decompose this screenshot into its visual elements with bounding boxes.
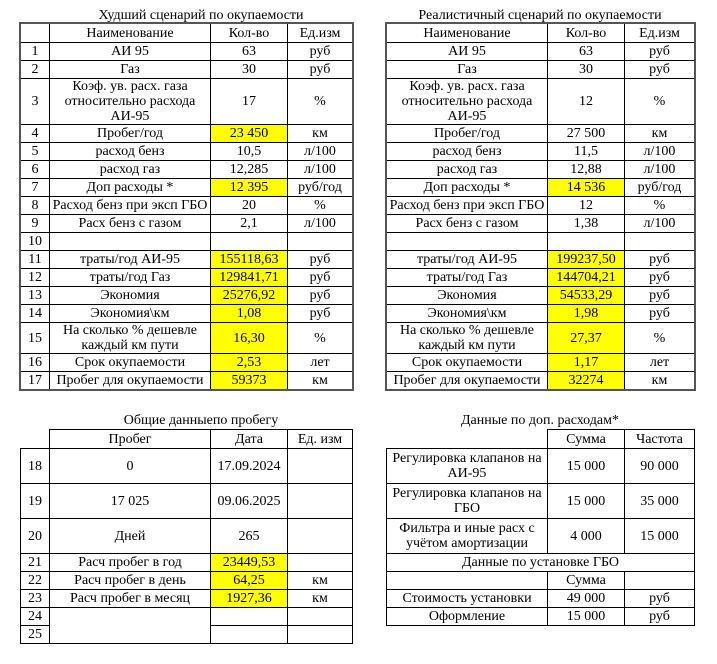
unit-cell[interactable]: руб: [625, 287, 695, 305]
qty-cell[interactable]: 17: [211, 79, 288, 125]
name-cell[interactable]: АИ 95: [387, 43, 548, 61]
name-cell[interactable]: траты/год АИ-95: [387, 251, 548, 269]
name-cell[interactable]: Расход бенз при эксп ГБО: [387, 197, 548, 215]
extra-costs-title: Данные по доп. расходам*: [461, 413, 619, 428]
name-cell[interactable]: Доп расходы *: [387, 179, 548, 197]
unit-cell[interactable]: %: [288, 79, 353, 125]
empty-cell[interactable]: [387, 572, 548, 590]
unit-cell[interactable]: лет: [625, 354, 695, 372]
header-row: [21, 24, 353, 43]
name-cell[interactable]: [387, 233, 548, 251]
column-header[interactable]: Сумма: [548, 572, 625, 590]
corner-cell[interactable]: [387, 430, 548, 449]
column-header[interactable]: Сумма: [548, 430, 625, 449]
table-row: [387, 161, 695, 179]
name-cell[interactable]: расход бенз: [387, 143, 548, 161]
table-row: [21, 484, 353, 519]
unit-cell[interactable]: %: [625, 79, 695, 125]
row-number[interactable]: 6: [21, 161, 50, 179]
name-cell[interactable]: Расх бенз с газом: [50, 215, 211, 233]
unit-cell[interactable]: руб: [625, 43, 695, 61]
unit-cell[interactable]: км: [288, 125, 353, 143]
table-row: [21, 372, 353, 390]
name-cell[interactable]: Расх бенз с газом: [387, 215, 548, 233]
table-row: [387, 305, 695, 323]
qty-cell[interactable]: 63: [211, 43, 288, 61]
name-cell[interactable]: Дней: [50, 519, 211, 554]
unit-cell[interactable]: руб: [288, 269, 353, 287]
unit-cell[interactable]: [625, 233, 695, 251]
qty-cell[interactable]: 64,25: [211, 572, 288, 590]
qty-cell[interactable]: 25276,92: [211, 287, 288, 305]
table-row: [21, 197, 353, 215]
row-number[interactable]: 12: [21, 269, 50, 287]
name-cell[interactable]: Расч пробег в месяц: [50, 590, 211, 608]
row-number[interactable]: 18: [21, 449, 50, 484]
qty-cell[interactable]: 23 450: [211, 125, 288, 143]
qty-cell[interactable]: 2,53: [211, 354, 288, 372]
name-cell[interactable]: 17 025: [50, 484, 211, 519]
name-cell[interactable]: Расч пробег в год: [50, 554, 211, 572]
name-cell[interactable]: Срок окупаемости: [387, 354, 548, 372]
table-row: [387, 251, 695, 269]
qty-cell[interactable]: 14 536: [548, 179, 625, 197]
row-number[interactable]: 16: [21, 354, 50, 372]
unit-cell[interactable]: [288, 519, 353, 554]
table-row: [387, 197, 695, 215]
realistic-scenario-title: Реалистичный сценарий по окупаемости: [418, 8, 662, 23]
name-cell[interactable]: Пробег/год: [50, 125, 211, 143]
qty-cell[interactable]: 12 395: [211, 179, 288, 197]
unit-cell[interactable]: руб: [288, 61, 353, 79]
table-row: [387, 125, 695, 143]
column-header[interactable]: Частота: [625, 430, 695, 449]
table-row: [21, 519, 353, 554]
mileage-table: [20, 429, 353, 644]
name-cell[interactable]: Экономия: [50, 287, 211, 305]
name-cell[interactable]: Газ: [387, 61, 548, 79]
column-header[interactable]: Пробег: [50, 430, 211, 449]
table-row: [21, 323, 353, 354]
unit-cell[interactable]: руб: [625, 590, 695, 608]
qty-cell[interactable]: 30: [211, 61, 288, 79]
qty-cell[interactable]: 59373: [211, 372, 288, 390]
table-row: [387, 233, 695, 251]
unit-cell[interactable]: [288, 608, 353, 626]
column-header[interactable]: Кол-во: [211, 24, 288, 43]
table-row: [21, 269, 353, 287]
table-row: [21, 251, 353, 269]
row-number[interactable]: 23: [21, 590, 50, 608]
unit-cell[interactable]: л/100: [288, 215, 353, 233]
name-cell[interactable]: Экономия\км: [50, 305, 211, 323]
row-number[interactable]: 3: [21, 79, 50, 125]
unit-cell[interactable]: руб: [625, 305, 695, 323]
qty-cell[interactable]: 12,285: [211, 161, 288, 179]
qty-cell[interactable]: 11,5: [548, 143, 625, 161]
table-row: [21, 554, 353, 572]
qty-cell[interactable]: 10,5: [211, 143, 288, 161]
row-number[interactable]: 19: [21, 484, 50, 519]
row-number[interactable]: 17: [21, 372, 50, 390]
qty-cell[interactable]: 17.09.2024: [211, 449, 288, 484]
corner-cell[interactable]: [21, 24, 50, 43]
row-number[interactable]: 7: [21, 179, 50, 197]
name-cell[interactable]: Стоимость установки: [387, 590, 548, 608]
unit-cell[interactable]: км: [288, 590, 353, 608]
qty-cell[interactable]: 1,08: [211, 305, 288, 323]
name-cell[interactable]: Коэф. ув. расх. газа относительно расхода АИ-95: [387, 79, 548, 125]
table-row: [387, 179, 695, 197]
column-header[interactable]: Наименование: [387, 24, 548, 43]
table-row: [387, 590, 695, 608]
qty-cell[interactable]: [211, 608, 288, 626]
unit-cell[interactable]: л/100: [625, 215, 695, 233]
name-cell[interactable]: траты/год Газ: [387, 269, 548, 287]
qty-cell[interactable]: 12: [548, 197, 625, 215]
worst-scenario-title: Худший сценарий по окупаемости: [98, 8, 304, 23]
qty-cell[interactable]: 16,30: [211, 323, 288, 354]
install-header-row: [387, 572, 695, 590]
column-header[interactable]: Ед.изм: [625, 24, 695, 43]
name-cell[interactable]: Экономия: [387, 287, 548, 305]
unit-cell[interactable]: %: [288, 323, 353, 354]
name-cell[interactable]: Газ: [50, 61, 211, 79]
qty-cell[interactable]: 265: [211, 519, 288, 554]
sum-cell[interactable]: 15 000: [548, 608, 625, 626]
name-cell[interactable]: [50, 608, 211, 644]
name-cell[interactable]: Пробег для окупаемости: [50, 372, 211, 390]
column-header[interactable]: Кол-во: [548, 24, 625, 43]
column-header[interactable]: Ед.изм: [288, 24, 353, 43]
column-header[interactable]: Дата: [211, 430, 288, 449]
unit-cell[interactable]: км: [625, 372, 695, 390]
unit-cell[interactable]: л/100: [288, 161, 353, 179]
name-cell[interactable]: АИ 95: [50, 43, 211, 61]
table-row: [387, 43, 695, 61]
unit-cell[interactable]: [288, 484, 353, 519]
unit-cell[interactable]: лет: [288, 354, 353, 372]
name-cell[interactable]: Экономия\км: [387, 305, 548, 323]
name-cell[interactable]: расход бенз: [50, 143, 211, 161]
table-row: [387, 608, 695, 626]
row-number[interactable]: 9: [21, 215, 50, 233]
name-cell[interactable]: На сколько % дешевле каждый км пути: [387, 323, 548, 354]
unit-cell[interactable]: %: [625, 323, 695, 354]
table-row: [387, 79, 695, 125]
table-row: [387, 269, 695, 287]
qty-cell[interactable]: 12: [548, 79, 625, 125]
name-cell[interactable]: Регулировка клапанов на АИ-95: [387, 449, 548, 484]
table-row: [387, 484, 695, 519]
frequency-cell[interactable]: 90 000: [625, 449, 695, 484]
mileage-title: Общие данныепо пробегу: [123, 413, 279, 428]
qty-cell[interactable]: 1,98: [548, 305, 625, 323]
row-number[interactable]: 22: [21, 572, 50, 590]
table-row: [21, 143, 353, 161]
qty-cell[interactable]: 23449,53: [211, 554, 288, 572]
qty-cell[interactable]: 12,88: [548, 161, 625, 179]
unit-cell[interactable]: %: [288, 197, 353, 215]
realistic-scenario-table: [386, 23, 695, 390]
name-cell[interactable]: Регулировка клапанов на ГБО: [387, 484, 548, 519]
qty-cell[interactable]: 63: [548, 43, 625, 61]
table-row: [21, 61, 353, 79]
row-number[interactable]: 5: [21, 143, 50, 161]
table-row: [21, 608, 353, 626]
name-cell[interactable]: расход газ: [387, 161, 548, 179]
qty-cell[interactable]: 09.06.2025: [211, 484, 288, 519]
unit-cell[interactable]: руб: [625, 61, 695, 79]
header-row: [387, 24, 695, 43]
unit-cell[interactable]: [288, 233, 353, 251]
row-number[interactable]: 14: [21, 305, 50, 323]
column-header[interactable]: Наименование: [50, 24, 211, 43]
qty-cell[interactable]: 30: [548, 61, 625, 79]
sum-cell[interactable]: 4 000: [548, 519, 625, 554]
unit-cell[interactable]: %: [625, 197, 695, 215]
row-number[interactable]: 24: [21, 608, 50, 626]
table-row: [21, 354, 353, 372]
table-row: [21, 43, 353, 61]
table-row: [21, 287, 353, 305]
name-cell[interactable]: траты/год Газ: [50, 269, 211, 287]
name-cell[interactable]: Фильтра и иные расх с учётом амортизации: [387, 519, 548, 554]
name-cell[interactable]: Расход бенз при эксп ГБО: [50, 197, 211, 215]
header-row: [21, 430, 353, 449]
header-row: [387, 430, 695, 449]
qty-cell[interactable]: [211, 626, 288, 644]
row-number[interactable]: 10: [21, 233, 50, 251]
unit-cell[interactable]: [288, 449, 353, 484]
unit-cell[interactable]: км: [288, 372, 353, 390]
unit-cell[interactable]: км: [288, 572, 353, 590]
name-cell[interactable]: Доп расходы *: [50, 179, 211, 197]
qty-cell[interactable]: 20: [211, 197, 288, 215]
extra-costs-table: [386, 429, 695, 626]
name-cell[interactable]: Пробег для окупаемости: [387, 372, 548, 390]
qty-cell[interactable]: 2,1: [211, 215, 288, 233]
sum-cell[interactable]: 49 000: [548, 590, 625, 608]
unit-cell[interactable]: руб: [288, 43, 353, 61]
name-cell[interactable]: Оформление: [387, 608, 548, 626]
unit-cell[interactable]: руб: [288, 287, 353, 305]
table-row: [387, 143, 695, 161]
qty-cell[interactable]: 199237,50: [548, 251, 625, 269]
corner-cell[interactable]: [21, 430, 50, 449]
table-row: [387, 215, 695, 233]
table-row: [21, 161, 353, 179]
table-row: [21, 179, 353, 197]
unit-cell[interactable]: л/100: [625, 143, 695, 161]
row-number[interactable]: 21: [21, 554, 50, 572]
frequency-cell[interactable]: 35 000: [625, 484, 695, 519]
qty-cell[interactable]: 54533,29: [548, 287, 625, 305]
qty-cell[interactable]: 1,38: [548, 215, 625, 233]
table-row: [21, 572, 353, 590]
unit-cell[interactable]: руб: [625, 608, 695, 626]
name-cell[interactable]: 0: [50, 449, 211, 484]
row-number[interactable]: 2: [21, 61, 50, 79]
unit-cell[interactable]: л/100: [625, 161, 695, 179]
name-cell[interactable]: Срок окупаемости: [50, 354, 211, 372]
row-number[interactable]: 4: [21, 125, 50, 143]
unit-cell[interactable]: руб: [625, 269, 695, 287]
table-row: [387, 354, 695, 372]
table-row: [387, 449, 695, 484]
name-cell[interactable]: На сколько % дешевле каждый км пути: [50, 323, 211, 354]
qty-cell[interactable]: 1927,36: [211, 590, 288, 608]
table-row: [21, 449, 353, 484]
table-row: [387, 61, 695, 79]
qty-cell[interactable]: [211, 233, 288, 251]
qty-cell[interactable]: 155118,63: [211, 251, 288, 269]
row-number[interactable]: 11: [21, 251, 50, 269]
table-row: [21, 233, 353, 251]
name-cell[interactable]: Пробег/год: [387, 125, 548, 143]
qty-cell[interactable]: 27 500: [548, 125, 625, 143]
sum-cell[interactable]: 15 000: [548, 449, 625, 484]
qty-cell[interactable]: 32274: [548, 372, 625, 390]
unit-cell[interactable]: руб/год: [625, 179, 695, 197]
unit-cell[interactable]: руб: [288, 251, 353, 269]
table-row: [21, 215, 353, 233]
unit-cell[interactable]: км: [625, 125, 695, 143]
row-number[interactable]: 1: [21, 43, 50, 61]
sum-cell[interactable]: 15 000: [548, 484, 625, 519]
empty-cell[interactable]: [625, 572, 695, 590]
unit-cell[interactable]: руб: [288, 305, 353, 323]
table-row: [387, 323, 695, 354]
unit-cell[interactable]: руб: [625, 251, 695, 269]
worst-scenario-table: [20, 23, 353, 390]
row-number[interactable]: 25: [21, 626, 50, 644]
qty-cell[interactable]: 1,17: [548, 354, 625, 372]
column-header[interactable]: Ед. изм: [288, 430, 353, 449]
unit-cell[interactable]: [288, 626, 353, 644]
name-cell[interactable]: Расч пробег в день: [50, 572, 211, 590]
install-title-row: [387, 554, 695, 572]
table-row: [21, 305, 353, 323]
name-cell[interactable]: Коэф. ув. расх. газа относительно расхода АИ-95: [50, 79, 211, 125]
name-cell[interactable]: [50, 233, 211, 251]
table-row: [21, 125, 353, 143]
table-row: [21, 590, 353, 608]
install-section-title[interactable]: Данные по установке ГБО: [387, 554, 695, 572]
qty-cell[interactable]: [548, 233, 625, 251]
table-row: [387, 372, 695, 390]
qty-cell[interactable]: 129841,71: [211, 269, 288, 287]
qty-cell[interactable]: 27,37: [548, 323, 625, 354]
frequency-cell[interactable]: 15 000: [625, 519, 695, 554]
row-number[interactable]: 15: [21, 323, 50, 354]
name-cell[interactable]: расход газ: [50, 161, 211, 179]
table-row: [387, 287, 695, 305]
table-row: [21, 79, 353, 125]
qty-cell[interactable]: 144704,21: [548, 269, 625, 287]
table-row: [387, 519, 695, 554]
row-number[interactable]: 13: [21, 287, 50, 305]
row-number[interactable]: 20: [21, 519, 50, 554]
unit-cell[interactable]: [288, 554, 353, 572]
name-cell[interactable]: траты/год АИ-95: [50, 251, 211, 269]
row-number[interactable]: 8: [21, 197, 50, 215]
unit-cell[interactable]: л/100: [288, 143, 353, 161]
unit-cell[interactable]: руб/год: [288, 179, 353, 197]
